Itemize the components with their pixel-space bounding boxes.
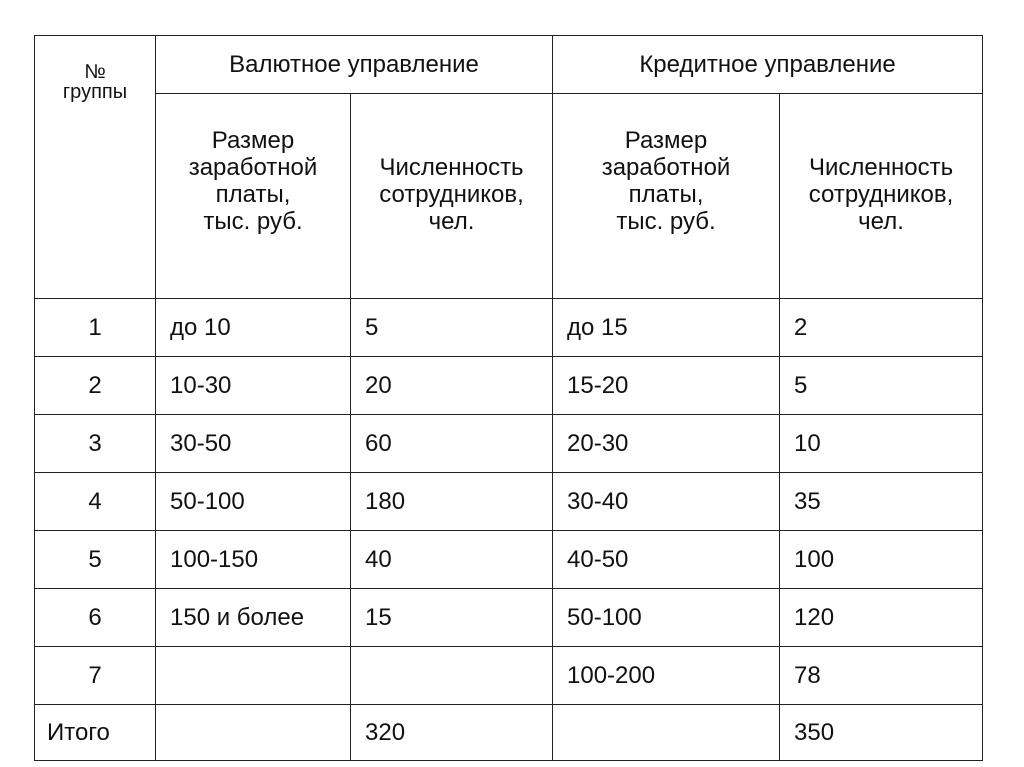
credit-salary-header	[553, 94, 780, 299]
credit-salary-header-line-1: Размер	[624, 127, 708, 154]
credit-salary-cell: 40-50	[553, 531, 780, 589]
currency-salary-cell: 10-30	[156, 357, 351, 415]
currency-salary-cell: 30-50	[156, 415, 351, 473]
currency-dept-header: Валютное управление	[156, 36, 553, 94]
currency-salary-cell: 150 и более	[156, 589, 351, 647]
credit-salary-header-line-4: тыс. руб.	[616, 208, 716, 235]
credit-count-header-line-3: чел.	[858, 207, 904, 235]
currency-count-cell: 5	[351, 299, 553, 357]
credit-salary-header-line-3: платы,	[628, 181, 704, 208]
table-row	[35, 589, 983, 647]
total-credit-count: 350	[780, 705, 983, 761]
credit-count-header-line-2: сотрудников,	[808, 180, 954, 208]
credit-count-cell: 10	[780, 415, 983, 473]
total-row	[35, 705, 983, 761]
table-row	[35, 357, 983, 415]
group-number-cell: 2	[35, 357, 156, 415]
table-row	[35, 473, 983, 531]
table-row	[35, 415, 983, 473]
currency-salary-header	[156, 94, 351, 299]
credit-dept-header: Кредитное управление	[553, 36, 983, 94]
currency-count-cell	[351, 647, 553, 705]
group-number-cell: 1	[35, 299, 156, 357]
currency-salary-cell: до 10	[156, 299, 351, 357]
currency-count-header-line-2: сотрудников,	[379, 180, 524, 208]
currency-count-header	[351, 94, 553, 299]
group-number-cell: 5	[35, 531, 156, 589]
credit-salary-cell: 20-30	[553, 415, 780, 473]
table-row	[35, 531, 983, 589]
credit-count-cell: 78	[780, 647, 983, 705]
group-number-cell: 7	[35, 647, 156, 705]
group-number-header-line-2: группы	[62, 81, 128, 103]
currency-salary-cell: 50-100	[156, 473, 351, 531]
credit-count-cell: 2	[780, 299, 983, 357]
currency-salary-header-line-2: заработной	[188, 154, 318, 181]
credit-salary-cell: 15-20	[553, 357, 780, 415]
currency-salary-header-line-3: платы,	[215, 181, 291, 208]
currency-count-header-line-1: Численность	[379, 153, 524, 181]
currency-salary-cell	[156, 647, 351, 705]
currency-count-cell: 180	[351, 473, 553, 531]
group-number-header	[35, 36, 156, 299]
group-number-cell: 6	[35, 589, 156, 647]
credit-count-cell: 100	[780, 531, 983, 589]
group-number-cell: 3	[35, 415, 156, 473]
currency-salary-header-line-4: тыс. руб.	[203, 208, 303, 235]
currency-salary-cell: 100-150	[156, 531, 351, 589]
currency-count-cell: 15	[351, 589, 553, 647]
table-row	[35, 647, 983, 705]
credit-count-header-line-1: Численность	[808, 153, 954, 181]
credit-salary-header-line-2: заработной	[601, 154, 731, 181]
currency-salary-header-line-1: Размер	[211, 127, 295, 154]
credit-count-cell: 5	[780, 357, 983, 415]
currency-count-cell: 60	[351, 415, 553, 473]
credit-count-cell: 120	[780, 589, 983, 647]
total-label: Итого	[35, 705, 156, 761]
credit-salary-cell: 30-40	[553, 473, 780, 531]
currency-count-header-line-3: чел.	[428, 207, 475, 235]
credit-salary-cell: 100-200	[553, 647, 780, 705]
total-currency-salary-cell	[156, 705, 351, 761]
credit-salary-cell: 50-100	[553, 589, 780, 647]
credit-count-cell: 35	[780, 473, 983, 531]
group-number-cell: 4	[35, 473, 156, 531]
salary-distribution-table	[34, 35, 983, 761]
credit-count-header	[780, 94, 983, 299]
group-number-header-line-1: №	[84, 61, 106, 83]
total-credit-salary-cell	[553, 705, 780, 761]
table-row	[35, 299, 983, 357]
currency-count-cell: 20	[351, 357, 553, 415]
currency-count-cell: 40	[351, 531, 553, 589]
total-currency-count: 320	[351, 705, 553, 761]
credit-salary-cell: до 15	[553, 299, 780, 357]
